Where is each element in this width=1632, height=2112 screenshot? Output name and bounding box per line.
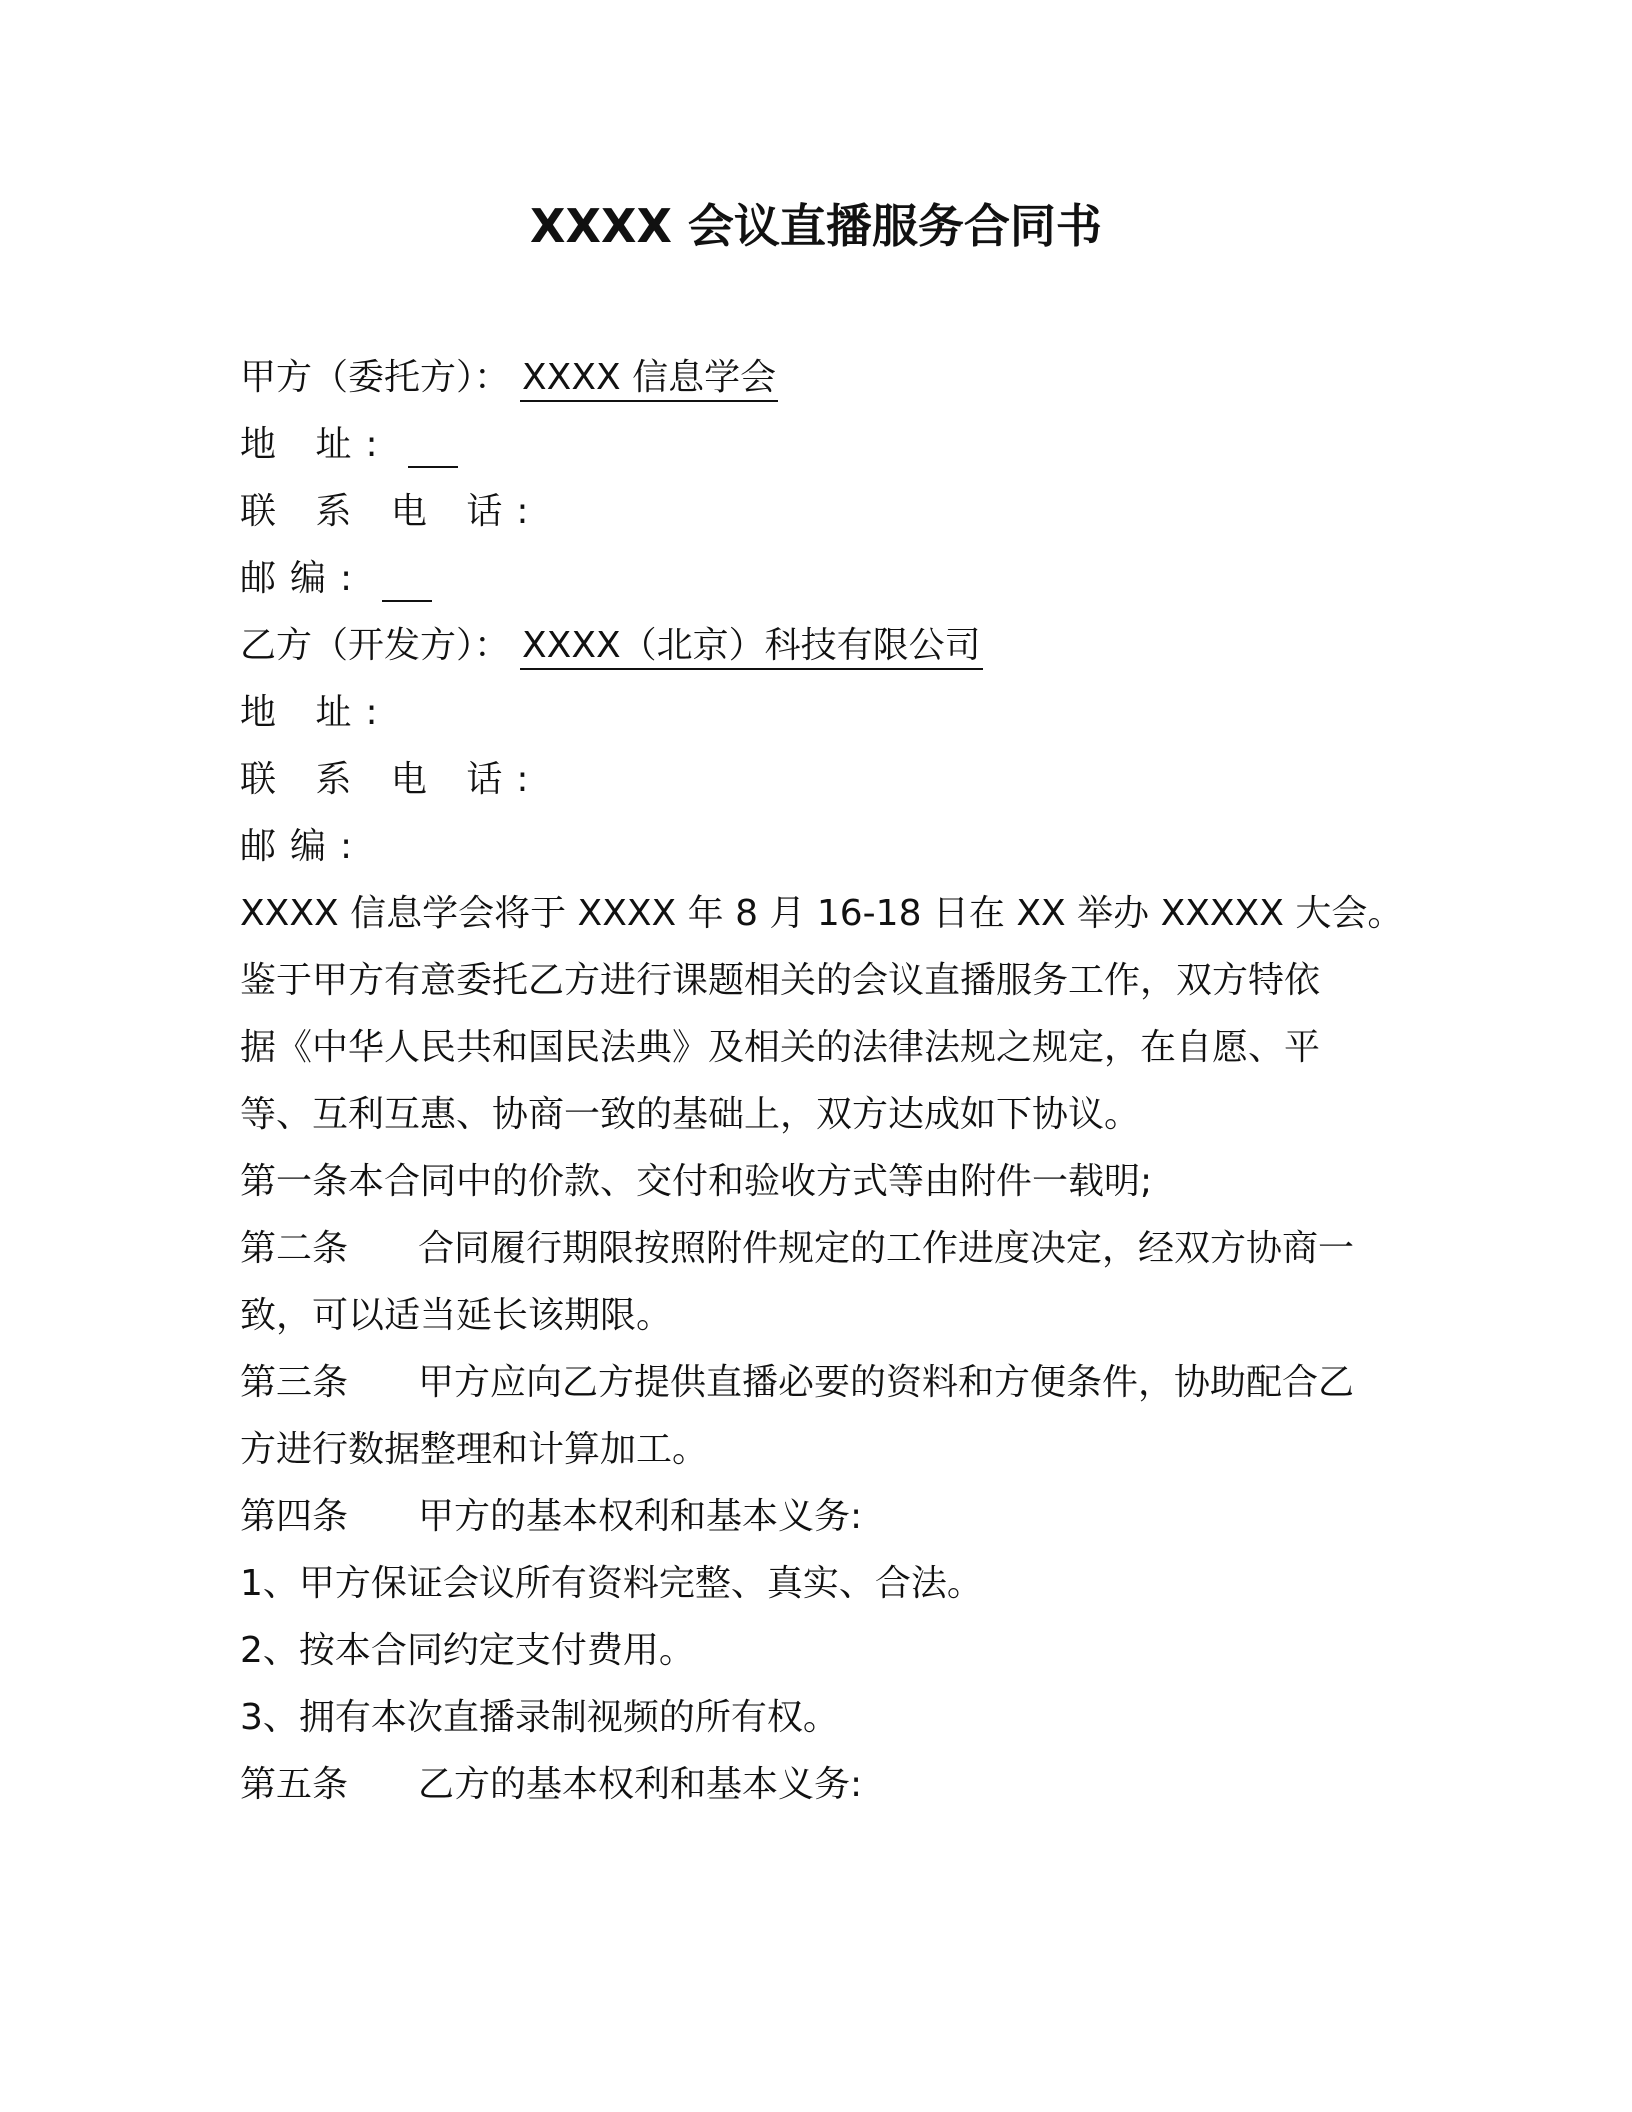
article-5-text: 乙方的基本权利和基本义务:: [418, 1764, 863, 1805]
article-1: 第一条本合同中的价款、交付和验收方式等由附件一载明;: [240, 1161, 1153, 1202]
party-a-postcode-line: [240, 545, 1400, 612]
article-2-label: 第二条: [240, 1228, 349, 1269]
article-3-text: 甲方应向乙方提供直播必要的资料和方便条件，协助配合乙: [418, 1362, 1355, 1403]
party-b-postcode-line: [240, 813, 1400, 880]
article-2-line-2: 致，可以适当延长该期限。: [240, 1295, 673, 1336]
article-4-label: 第四条: [240, 1496, 349, 1537]
party-b-label: 乙方（开发方）：: [240, 625, 511, 666]
party-a-address-label: 地 址:: [240, 424, 392, 465]
party-a-phone-line: [240, 478, 1400, 545]
party-b-phone-label: 联 系 电 话:: [240, 759, 543, 800]
party-a-postcode-blank: [382, 560, 432, 602]
party-b-address-label: 地 址:: [240, 692, 392, 733]
party-a-address-blank: [408, 426, 458, 468]
party-a-postcode-label: 邮编:: [240, 558, 367, 599]
party-a-line: [240, 344, 1400, 411]
article-3-label: 第三条: [240, 1362, 349, 1403]
intro-line-4: 等、互利互惠、协商一致的基础上，双方达成如下协议。: [240, 1094, 1141, 1135]
party-b-postcode-label: 邮编:: [240, 826, 367, 867]
document-title: XXXX 会议直播服务合同书: [530, 199, 1102, 253]
article-4-line: [240, 1483, 1400, 1550]
article-3-line-1: [240, 1349, 1400, 1416]
party-a-label: 甲方（委托方）：: [240, 357, 511, 398]
party-a-address-line: [240, 411, 1400, 478]
article-2-text: 合同履行期限按照附件规定的工作进度决定，经双方协商一: [418, 1228, 1355, 1269]
article-3-line-2: 方进行数据整理和计算加工。: [240, 1429, 709, 1470]
article-5-line: [240, 1751, 1400, 1818]
article-4-item-2: 2、按本合同约定支付费用。: [240, 1630, 695, 1671]
document-body: [240, 344, 1404, 1818]
article-4-text: 甲方的基本权利和基本义务:: [418, 1496, 863, 1537]
article-4-item-3: 3、拥有本次直播录制视频的所有权。: [240, 1697, 839, 1738]
article-4-item-1: 1、甲方保证会议所有资料完整、真实、合法。: [240, 1563, 983, 1604]
article-2-line-1: [240, 1215, 1400, 1282]
intro-line-2: 鉴于甲方有意委托乙方进行课题相关的会议直播服务工作，双方特依: [240, 960, 1321, 1001]
party-b-line: [240, 612, 1400, 679]
party-b-phone-line: [240, 746, 1400, 813]
article-5-label: 第五条: [240, 1764, 349, 1805]
party-a-phone-label: 联 系 电 话:: [240, 491, 543, 532]
party-b-address-line: [240, 679, 1400, 746]
party-b-name: XXXX（北京）科技有限公司: [520, 624, 983, 670]
intro-line-1: XXXX 信息学会将于 XXXX 年 8 月 16-18 日在 XX 举办 XXXXX 大会。: [240, 893, 1404, 934]
party-a-name: XXXX 信息学会: [520, 356, 778, 402]
intro-line-3: 据《中华人民共和国民法典》及相关的法律法规之规定，在自愿、平: [240, 1027, 1321, 1068]
